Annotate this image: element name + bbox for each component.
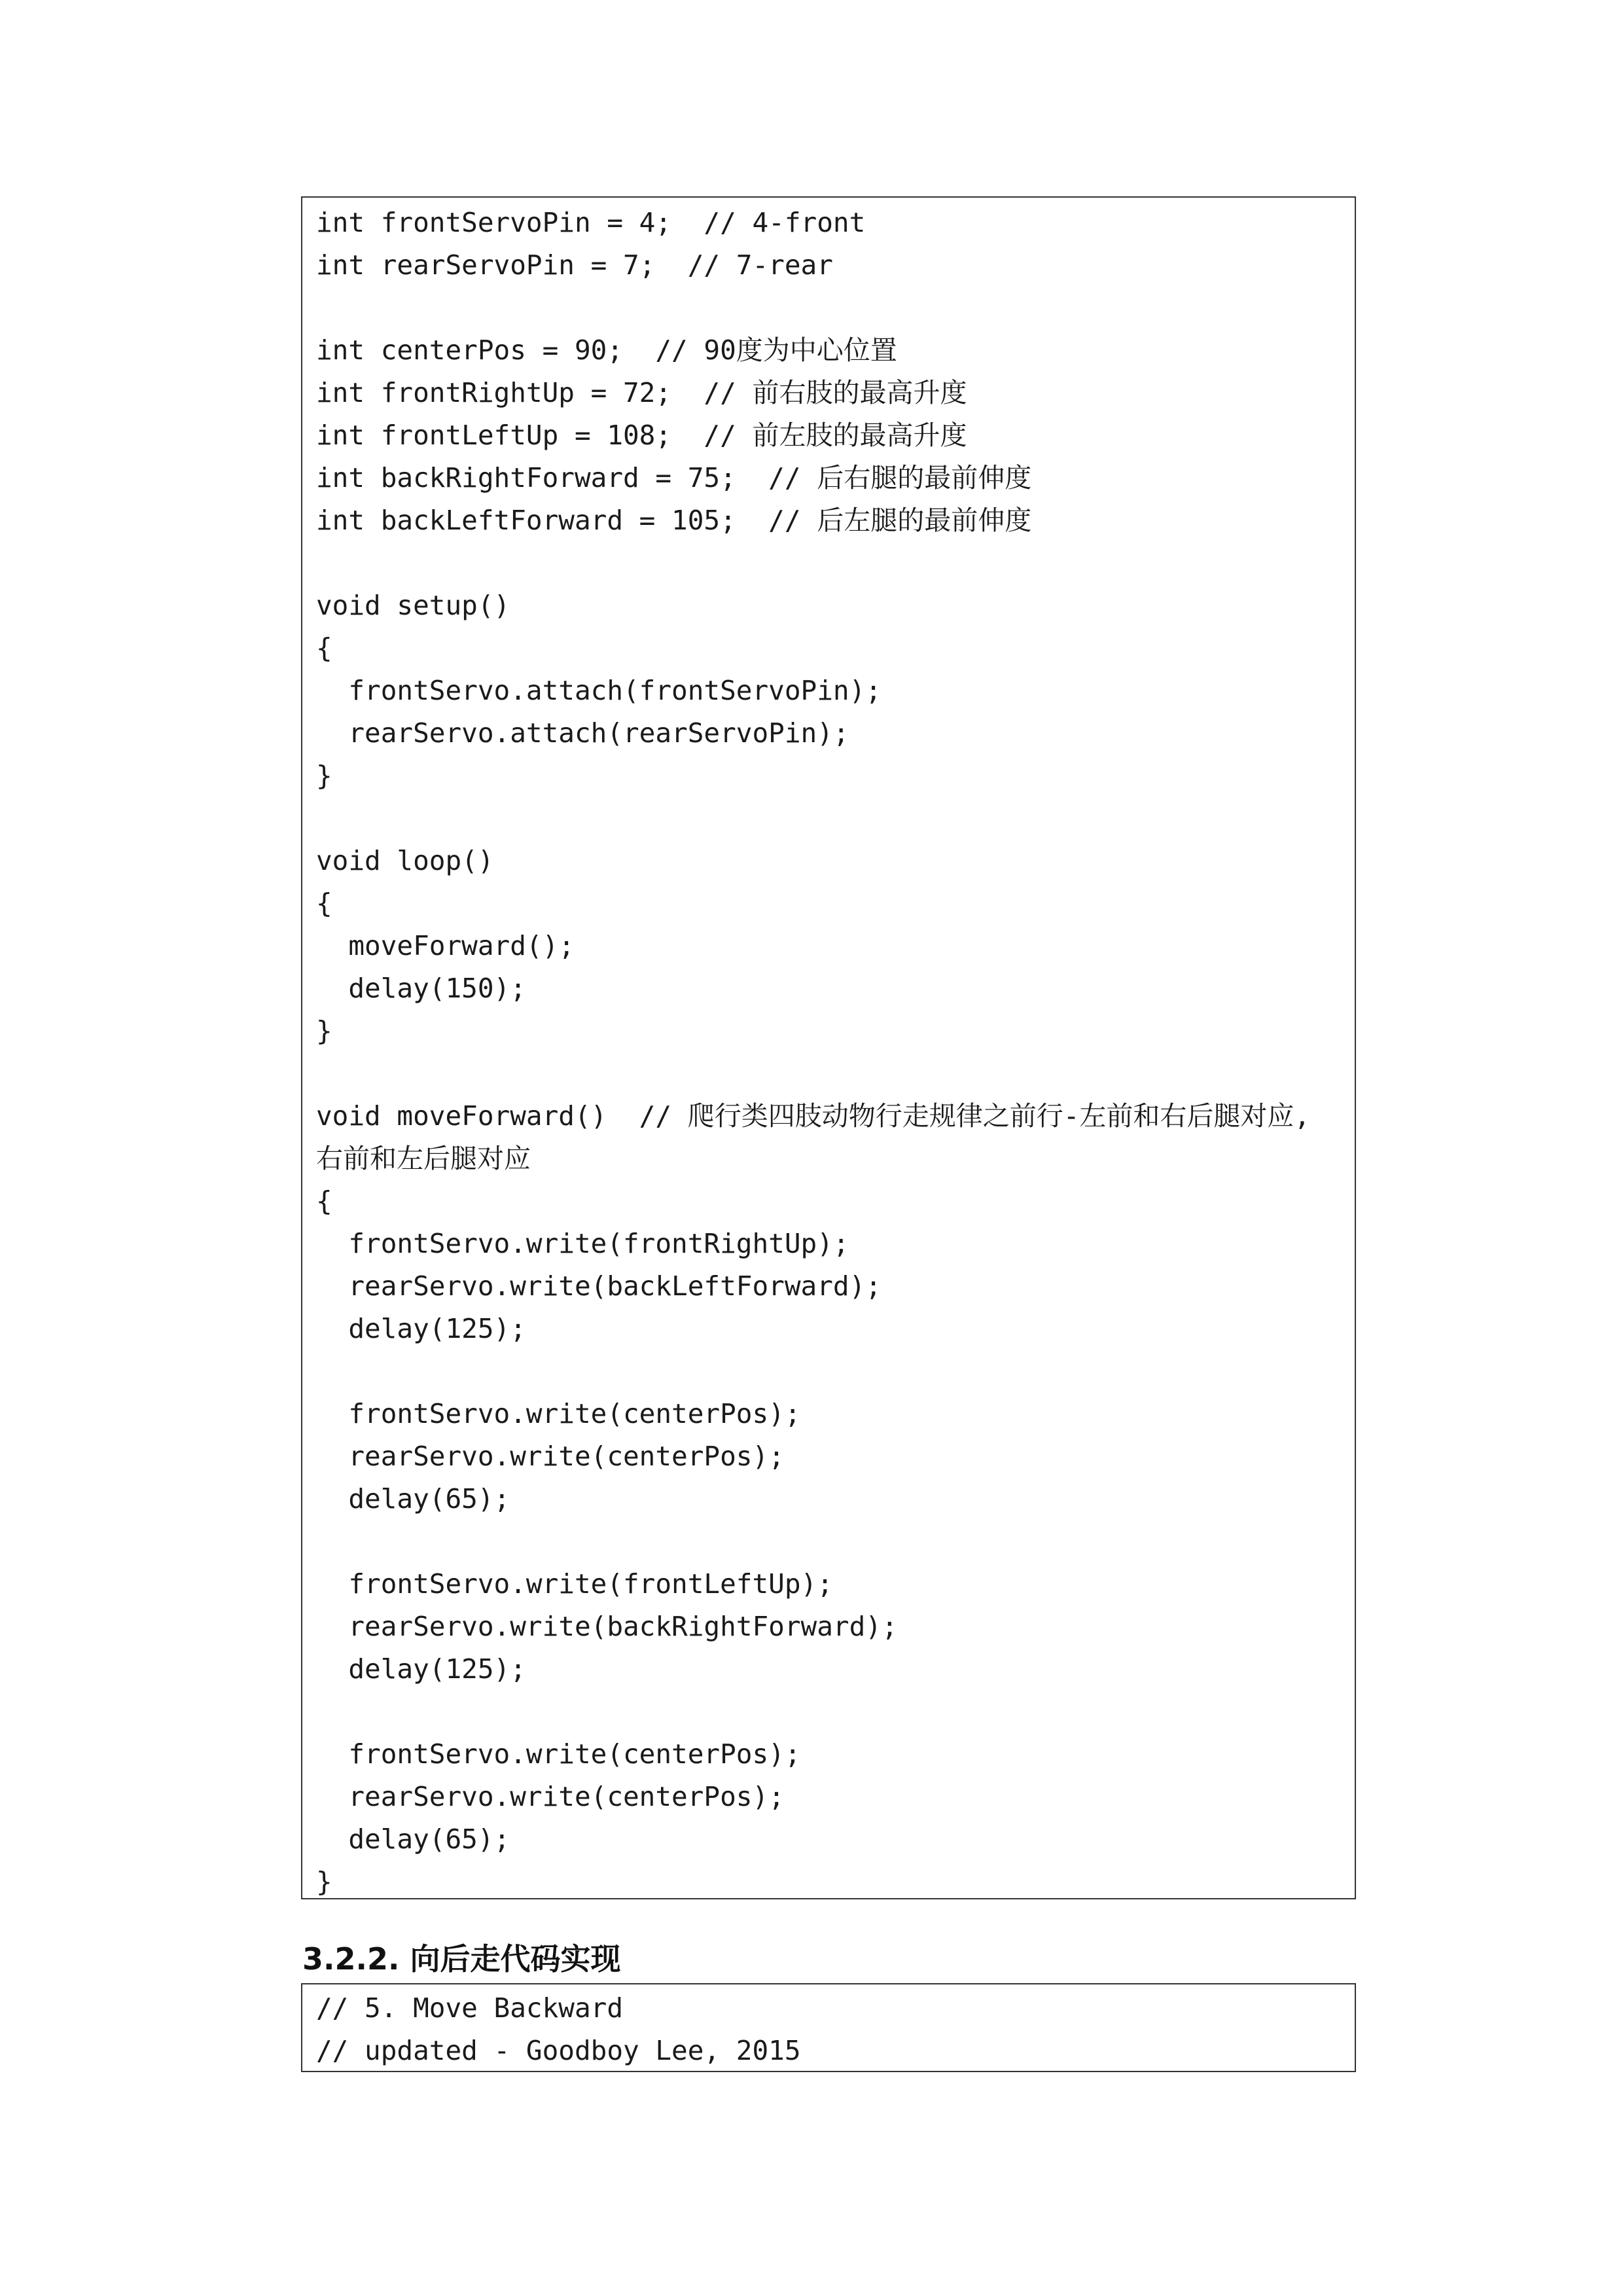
code-line-continuation: 右前和左后腿对应 (316, 1143, 531, 1174)
code-line-blank (316, 287, 1355, 329)
code-line: rearServo.write(backLeftForward); (316, 1270, 882, 1302)
code-line: delay(65); (316, 1483, 510, 1515)
code-block-move-backward (301, 1983, 1356, 2072)
code-line: delay(125); (316, 1653, 526, 1685)
code-block-move-forward (301, 196, 1356, 1899)
code-line: void moveForward() // 爬行类四肢动物行走规律之前行-左前和右后腿对应, (316, 1100, 1311, 1132)
code-line: int backLeftForward = 105; // 后左腿的最前伸度 (316, 505, 1032, 536)
code-line: } (316, 1866, 332, 1897)
code-line: rearServo.attach(rearServoPin); (316, 717, 849, 749)
code-line-blank (316, 1520, 1355, 1563)
code-line: } (316, 1015, 332, 1047)
code-line: rearServo.write(centerPos); (316, 1781, 785, 1812)
code-line: int frontLeftUp = 108; // 前左肢的最高升度 (316, 420, 967, 451)
code-line-blank (316, 1052, 1355, 1095)
code-line: int centerPos = 90; // 90度为中心位置 (316, 334, 897, 366)
code-line: delay(150); (316, 973, 526, 1004)
code-line: frontServo.write(centerPos); (316, 1738, 801, 1770)
code-line: delay(125); (316, 1313, 526, 1344)
code-line: } (316, 760, 332, 791)
code-line: int backRightForward = 75; // 后右腿的最前伸度 (316, 462, 1032, 493)
code-line: frontServo.write(frontRightUp); (316, 1228, 849, 1259)
code-line-blank (316, 1691, 1355, 1733)
section-heading: 3.2.2. 向后走代码实现 (302, 1941, 621, 1977)
code-line: // updated - Goodboy Lee, 2015 (316, 2035, 801, 2066)
code-line: frontServo.attach(frontServoPin); (316, 675, 882, 706)
code-line: frontServo.write(frontLeftUp); (316, 1568, 833, 1600)
code-line: void loop() (316, 845, 494, 876)
code-line: moveForward(); (316, 930, 575, 961)
code-line: int frontServoPin = 4; // 4-front (316, 207, 866, 238)
code-line: int frontRightUp = 72; // 前右肢的最高升度 (316, 377, 967, 408)
code-line: delay(65); (316, 1823, 510, 1855)
code-line: // 5. Move Backward (316, 1992, 623, 2024)
code-line: { (316, 888, 332, 919)
code-line: { (316, 632, 332, 664)
code-line: rearServo.write(centerPos); (316, 1441, 785, 1472)
code-line: frontServo.write(centerPos); (316, 1398, 801, 1429)
code-line-blank (316, 1350, 1355, 1393)
code-line: void setup() (316, 590, 510, 621)
code-line: int rearServoPin = 7; // 7-rear (316, 249, 833, 281)
code-line-blank (316, 542, 1355, 584)
code-line: rearServo.write(backRightForward); (316, 1611, 898, 1642)
code-line-blank (316, 797, 1355, 840)
code-line: { (316, 1185, 332, 1217)
